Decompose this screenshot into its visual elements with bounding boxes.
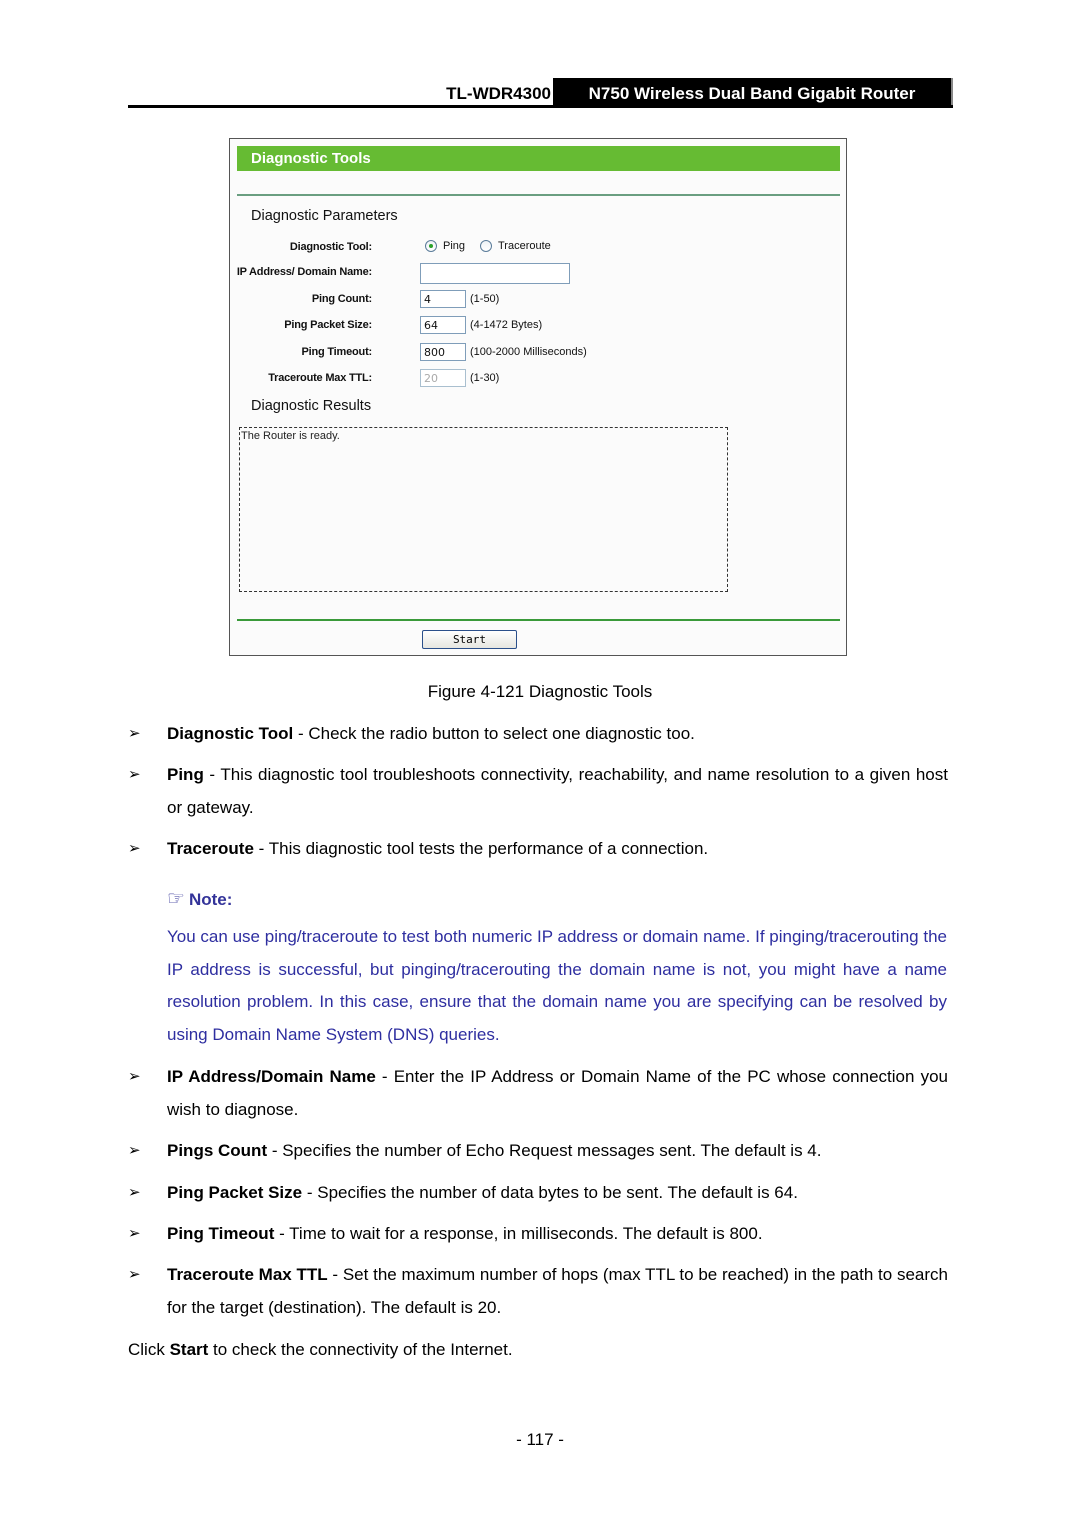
arrow-bullet-icon: ➢ bbox=[128, 840, 141, 857]
ip-address-row bbox=[230, 263, 830, 285]
bullet-term: Traceroute bbox=[167, 839, 254, 858]
packet-size-input[interactable]: 64 bbox=[420, 316, 466, 334]
max-ttl-input: 20 bbox=[420, 369, 466, 387]
note-body: You can use ping/traceroute to test both numeric IP address or domain name. If pinging/tracerouting the IP address is successful, but pinging/tracerouting the domain name is not, you might have a name resolution problem. In this case, ensure that the domain name you are specifying can be resolved by using Domain Name System (DNS) queries. bbox=[167, 927, 947, 1044]
bullet-item: ➢ Traceroute Max TTL - Set the maximum number of hops (max TTL to be reached) in the path to search for the target (destination). The default is 20. bbox=[128, 1259, 948, 1324]
ping-radio[interactable] bbox=[425, 240, 437, 252]
ping-count-input[interactable]: 4 bbox=[420, 290, 466, 308]
max-ttl-hint: (1-30) bbox=[470, 372, 500, 384]
bullet-term: Traceroute Max TTL bbox=[167, 1265, 328, 1284]
header-rule bbox=[128, 105, 953, 108]
max-ttl-row bbox=[230, 369, 830, 391]
bullet-item: ➢ Ping Packet Size - Specifies the number of data bytes to be sent. The default is 64. bbox=[128, 1177, 948, 1210]
bullet-term: Ping Packet Size bbox=[167, 1183, 303, 1202]
bullet-text: Time to wait for a response, in milliseconds. The default is 800. bbox=[289, 1224, 763, 1243]
arrow-bullet-icon: ➢ bbox=[128, 1266, 141, 1283]
bullet-text: This diagnostic tool tests the performance of a connection. bbox=[268, 839, 709, 858]
bullet-text: Specifies the number of data bytes to be sent. The default is 64. bbox=[317, 1183, 798, 1202]
figure-caption: Figure 4-121 Diagnostic Tools bbox=[427, 682, 653, 701]
bullet-text: Specifies the number of Echo Request messages sent. The default is 4. bbox=[282, 1141, 822, 1160]
diagnostic-results-box: The Router is ready. bbox=[239, 427, 728, 592]
bullet-item: ➢ Traceroute - This diagnostic tool tests the performance of a connection. bbox=[128, 833, 948, 866]
ping-count-row bbox=[230, 290, 830, 312]
divider bbox=[237, 194, 840, 196]
arrow-bullet-icon: ➢ bbox=[128, 1184, 141, 1201]
ping-timeout-label: Ping Timeout: bbox=[301, 346, 372, 358]
page-header bbox=[128, 78, 953, 108]
traceroute-radio-label[interactable]: Traceroute bbox=[498, 240, 551, 252]
arrow-bullet-icon: ➢ bbox=[128, 1068, 141, 1085]
panel-title: Diagnostic Tools bbox=[237, 146, 840, 171]
max-ttl-label: Traceroute Max TTL: bbox=[268, 372, 372, 384]
packet-size-row bbox=[230, 316, 830, 338]
bullet-item: ➢ Pings Count - Specifies the number of Echo Request messages sent. The default is 4. bbox=[128, 1135, 948, 1168]
bullet-term: Pings Count bbox=[167, 1141, 268, 1160]
arrow-bullet-icon: ➢ bbox=[128, 1225, 141, 1242]
ping-radio-label[interactable]: Ping bbox=[443, 240, 466, 252]
packet-size-label: Ping Packet Size: bbox=[284, 319, 372, 331]
arrow-bullet-icon: ➢ bbox=[128, 1142, 141, 1159]
bullet-text: Check the radio button to select one diagnostic too. bbox=[308, 724, 695, 743]
ip-address-input[interactable] bbox=[420, 263, 570, 284]
diagnostic-parameters-heading: Diagnostic Parameters bbox=[251, 208, 398, 224]
bullet-term: IP Address/Domain Name bbox=[167, 1067, 376, 1086]
diagnostic-results-heading: Diagnostic Results bbox=[251, 398, 372, 414]
bullet-term: Ping bbox=[167, 765, 204, 784]
arrow-bullet-icon: ➢ bbox=[128, 725, 141, 742]
divider bbox=[237, 619, 840, 621]
bullet-term: Diagnostic Tool bbox=[167, 724, 294, 743]
note-heading: ☞ Note: bbox=[167, 888, 233, 910]
bullet-term: Ping Timeout bbox=[167, 1224, 275, 1243]
header-model: TL-WDR4300 bbox=[446, 84, 551, 103]
packet-size-hint: (4-1472 Bytes) bbox=[470, 319, 543, 331]
ping-count-label: Ping Count: bbox=[311, 293, 372, 305]
closing-paragraph: Click Start to check the connectivity of the Internet. bbox=[128, 1340, 513, 1359]
bullet-item: ➢ Diagnostic Tool - Check the radio button to select one diagnostic too. bbox=[128, 718, 948, 751]
pointing-hand-icon: ☞ bbox=[167, 888, 185, 910]
start-button[interactable]: Start bbox=[422, 630, 517, 649]
diagnostic-tool-label: Diagnostic Tool: bbox=[289, 241, 372, 253]
ip-address-label: IP Address/ Domain Name: bbox=[236, 266, 372, 278]
bullet-text: Enter the IP Address or Domain Name of the PC whose connection you wish to diagnose. bbox=[167, 1067, 948, 1119]
ping-timeout-input[interactable]: 800 bbox=[420, 343, 466, 361]
bullet-item: ➢ Ping Timeout - Time to wait for a response, in milliseconds. The default is 800. bbox=[128, 1218, 948, 1251]
ping-timeout-row bbox=[230, 343, 830, 365]
bullet-text: Set the maximum number of hops (max TTL to be reached) in the path to search for the target (destination). The default is 20. bbox=[167, 1265, 948, 1317]
diagnostic-tools-panel bbox=[229, 138, 847, 656]
page-number: - 117 - bbox=[516, 1430, 564, 1449]
header-product: N750 Wireless Dual Band Gigabit Router bbox=[553, 78, 953, 107]
bullet-text: This diagnostic tool troubleshoots connectivity, reachability, and name resolution to a given host or gateway. bbox=[167, 765, 948, 817]
bullet-item: ➢ IP Address/Domain Name - Enter the IP Address or Domain Name of the PC whose connection you wish to diagnose. bbox=[128, 1061, 948, 1126]
traceroute-radio[interactable] bbox=[480, 240, 492, 252]
ping-timeout-hint: (100-2000 Milliseconds) bbox=[470, 346, 587, 358]
ping-count-hint: (1-50) bbox=[470, 293, 500, 305]
arrow-bullet-icon: ➢ bbox=[128, 766, 141, 783]
bullet-item: ➢ Ping - This diagnostic tool troubleshoots connectivity, reachability, and name resolution to a given host or gateway. bbox=[128, 759, 948, 824]
diagnostic-tool-row bbox=[230, 238, 830, 260]
